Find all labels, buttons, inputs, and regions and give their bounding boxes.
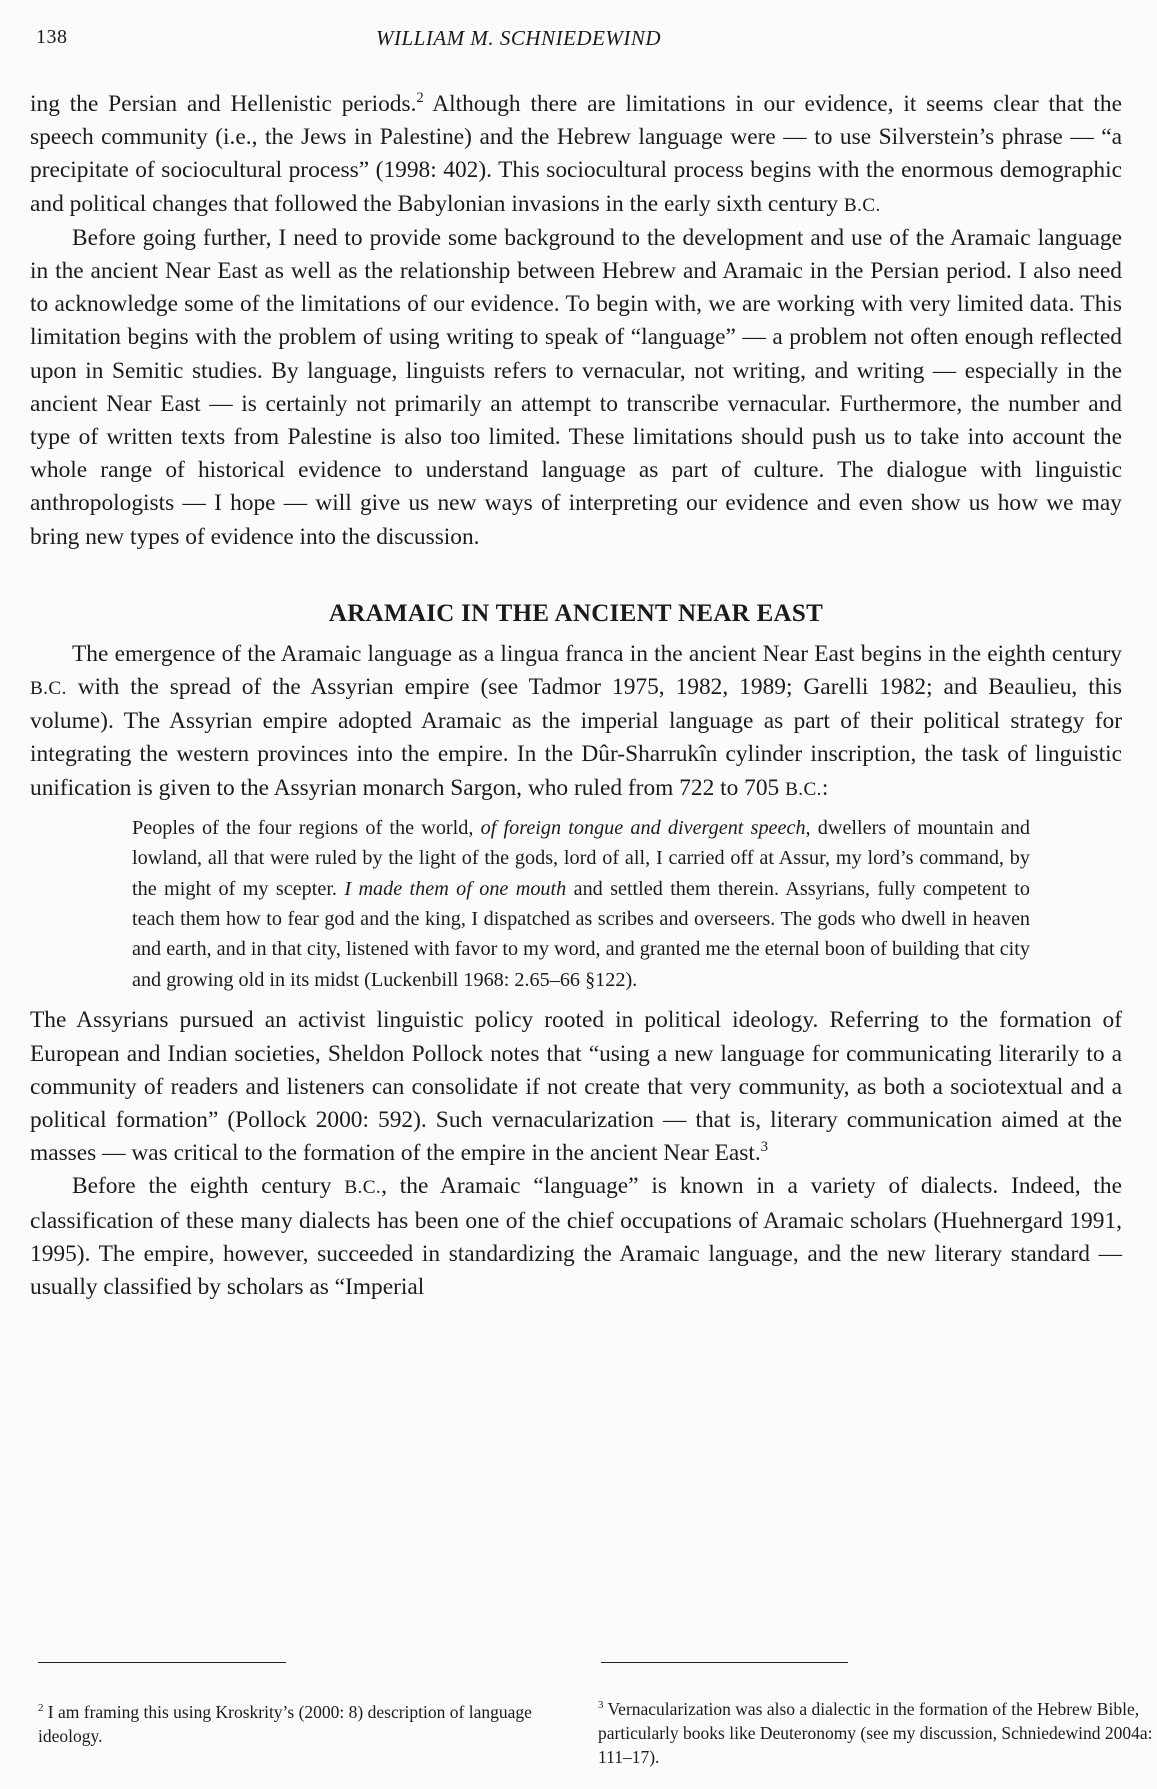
footnote-rule-right: [601, 1662, 848, 1663]
footnote-ref-2: 2: [416, 90, 424, 107]
page-number: 138: [36, 26, 68, 48]
paragraph-3-text-b: with the spread of the Assyrian empire (see Tadmor 1975, 1982, 1989; Garelli 1982; and Beaulieu, this volume). The Assyrian empire adopted Aramaic as the imperial language as part of their political strategy for integrating the western provinces into the empire. In the Dûr-Sharrukîn cylinder inscription, the task of linguistic unification is given to the Assyrian monarch Sargon, who ruled from 722 to 705: [30, 674, 1122, 801]
footnote-2: [38, 1700, 578, 1748]
body-text: [30, 88, 1122, 1304]
block-quote: [132, 813, 1030, 995]
era-abbreviation: B.C.: [344, 1177, 382, 1199]
section-heading: ARAMAIC IN THE ANCIENT NEAR EAST: [328, 599, 824, 627]
quote-text-a: Peoples of the four regions of the world,: [132, 816, 481, 839]
paragraph-3: [30, 638, 1122, 806]
quote-italic-b: I made them of one mouth: [344, 877, 567, 900]
paragraph-1-text-b: Although there are limitations in our evidence, it seems clear that the speech community (i.e., the Jews in Palestine) and the Hebrew language were — to use Silverstein’s phrase — “a precipitate of sociocultural process” (1998: 402). This sociocultural process begins with the enormous demographic and political changes that followed the Babylonian invasions in the early sixth century: [30, 91, 1123, 217]
paragraph-5-text-b: , the Aramaic “language” is known in a variety of dialects. Indeed, the classification of these many dialects has been one of the chief occupations of Aramaic scholars (Huehnergard 1991, 1995). The empire, however, succeeded in standardizing the Aramaic language, and the new literary standard — usually classified by scholars as “Imperial: [30, 1173, 1122, 1300]
footnote-rule-left: [38, 1662, 286, 1663]
paragraph-5: [30, 1170, 1122, 1304]
quote-text-b: , dwellers of mountain and lowland, all that were ruled by the light of the gods, lord of all, I carried off at Assur, my lord’s command, by the might of my scepter.: [132, 816, 1031, 900]
era-abbreviation: B.C.: [30, 678, 67, 700]
footnote-3-text: Vernacularization was also a dialectic in the formation of the Hebrew Bible, particularly books like Deuteronomy (see my discussion, Schniedewind 2004a: 111–17).: [598, 1699, 1153, 1767]
paragraph-1: [30, 88, 1122, 222]
footnotes-area: [38, 1662, 1153, 1780]
paragraph-5-text-a: Before the eighth century: [72, 1173, 345, 1200]
paragraph-4-text: The Assyrians pursued an activist linguistic policy rooted in political ideology. Referring to the formation of European and Indian societies, Sheldon Pollock notes that “using a new language for communicating literarily to a community of readers and listeners can consolidate if not create that very community, as both a sociotextual and a political formation” (Pollock 2000: 592). Such vernacularization — that is, literary communication aimed at the masses — was critical to the formation of the empire in the ancient Near East.: [30, 1007, 1122, 1167]
footnote-3-mark: 3: [598, 1699, 604, 1712]
paragraph-1-text-a: ing the Persian and Hellenistic periods.: [30, 91, 417, 117]
era-abbreviation: B.C.: [843, 194, 881, 216]
page-header: [36, 26, 1116, 56]
footnote-3: [598, 1697, 1157, 1769]
quote-italic-a: of foreign tongue and divergent speech: [480, 816, 806, 839]
running-head: WILLIAM M. SCHNIEDEWIND: [376, 26, 662, 50]
footnote-2-text: I am framing this using Kroskrity’s (2000: 8) description of language ideology.: [38, 1702, 532, 1746]
paragraph-3-text-a: The emergence of the Aramaic language as a lingua franca in the ancient Near East begins in the eighth century: [72, 640, 1122, 667]
paragraph-3-text-c: :: [821, 774, 829, 801]
footnote-ref-3: 3: [760, 1139, 768, 1156]
era-abbreviation: B.C.: [785, 778, 822, 800]
paragraph-2: Before going further, I need to provide some background to the development and use of the Aramaic language in the ancient Near East as well as the relationship between Hebrew and Aramaic in the Persian period. I also need to acknowledge some of the limitations of our evidence. To begin with, we are working with very limited data. This limitation begins with the problem of using writing to speak of “language” — a problem not often enough reflected upon in Semitic studies. By language, linguists refers to vernacular, not writing, and writing — especially in the ancient Near East — is certainly not primarily an attempt to transcribe vernacular. Furthermore, the number and type of written texts from Palestine is also too limited. These limitations should push us to take into account the whole range of historical evidence to understand language as part of culture. The dialogue with linguistic anthropologists — I hope — will give us new ways of interpreting our evidence and even show us how we may bring new types of evidence into the discussion.: [30, 224, 1122, 550]
footnote-2-mark: 2: [38, 1702, 44, 1715]
quote-text-c: and settled them therein. Assyrians, fully competent to teach them how to fear god and the king, I dispatched as scribes and overseers. The gods who dwell in heaven and earth, and in that city, listened with favor to my word, and granted me the eternal boon of building that city and growing old in its midst (Luckenbill 1968: 2.65–66 §122).: [132, 877, 1030, 991]
paragraph-4: [30, 1004, 1122, 1170]
